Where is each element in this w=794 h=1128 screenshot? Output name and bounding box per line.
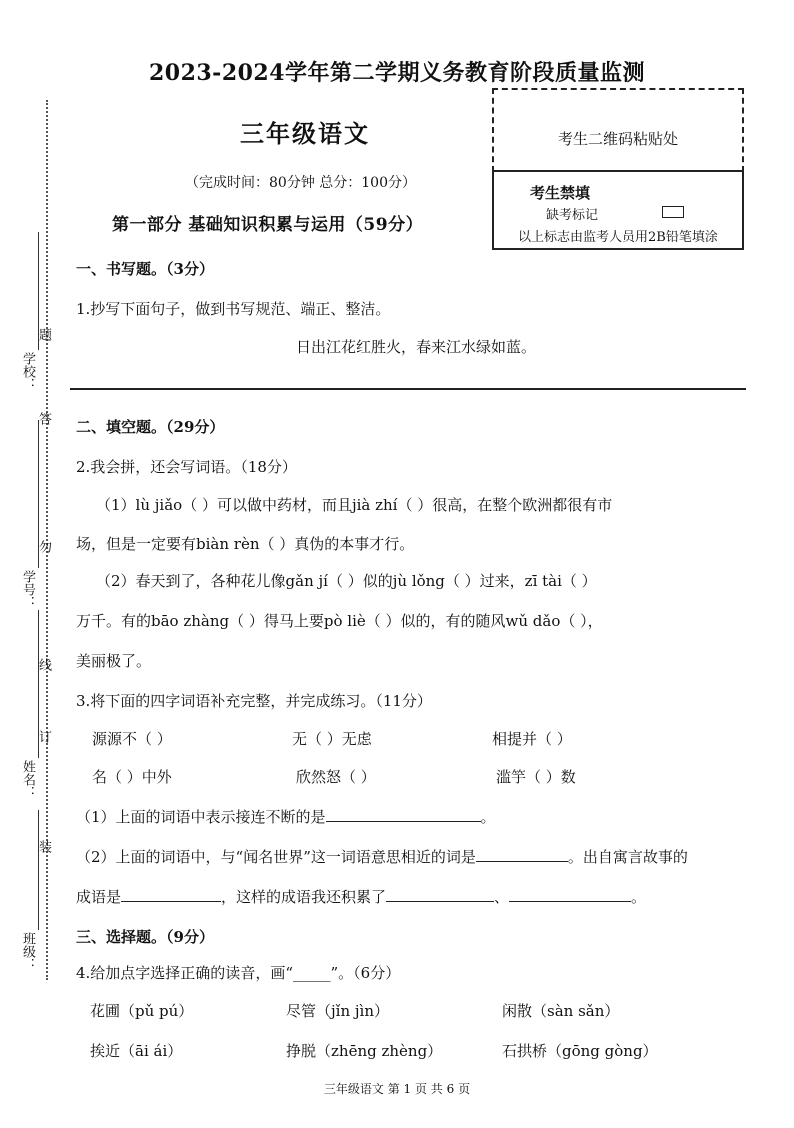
- q2-line-2: 场，但是一定要有biàn rèn（ ）真伪的本事才行。: [76, 535, 415, 553]
- binding-char-2: 答: [36, 412, 51, 425]
- absent-label: 缺考标记: [546, 208, 599, 223]
- examinee-box: [492, 170, 744, 250]
- q3-2-line-1: [76, 846, 688, 867]
- pinyin-choice-1[interactable]: 花圃（pǔ pú）: [90, 1002, 194, 1020]
- writing-line[interactable]: [70, 388, 746, 390]
- qr-box-label: 考生二维码粘贴处: [557, 130, 678, 148]
- binding-char-6: 装: [36, 840, 51, 853]
- q3-1: （1）上面的词语中表示接连不断的是 。: [76, 808, 496, 826]
- section2-heading: 二、填空题。（29分）: [76, 418, 225, 436]
- copy-sentence: 日出江花红胜火，春来江水绿如蓝。: [296, 338, 537, 356]
- q2-line-1: （1）lù jiǎo（ ）可以做中药材，而且jià zhí（ ）很高，在整个欧洲都很有市: [96, 496, 613, 514]
- section3-heading: 三、选择题。（9分）: [76, 928, 214, 946]
- q3-1-text: （1）上面的词语中表示接连不断的是: [76, 808, 326, 826]
- q3-1-blank[interactable]: [326, 807, 481, 822]
- pinyin-choice-4[interactable]: 挨近（āi ái）: [90, 1042, 183, 1060]
- q3-2-blank-4[interactable]: [509, 887, 631, 902]
- examinee-box-title: 考生禁填: [530, 184, 591, 202]
- q4-prompt: 4.给加点字选择正确的读音，画“_____”。（6分）: [76, 964, 401, 982]
- q3-2-blank-3[interactable]: [386, 887, 494, 902]
- name-label: 姓名：: [20, 760, 35, 799]
- absent-mark-box[interactable]: [662, 206, 684, 218]
- q3-2-line-2: 成语是 ，这样的成语我还积累了 、 。: [76, 888, 647, 906]
- subject-title: 三年级语文: [240, 119, 370, 148]
- binding-char-4: 线: [36, 658, 51, 671]
- q3-2-text-e: 、: [494, 888, 510, 906]
- class-field[interactable]: [38, 810, 39, 930]
- q3-2-text-d: ，这样的成语我还积累了: [221, 888, 387, 906]
- idiom-3: 相提并（ ）: [492, 730, 572, 748]
- page-footer: 三年级语文 第 1 页 共 6 页: [323, 1082, 471, 1096]
- pinyin-choice-2[interactable]: 尽管（jǐn jìn）: [286, 1002, 389, 1020]
- school-label: 学校：: [20, 352, 35, 391]
- binding-char-3: 勿: [36, 540, 51, 553]
- pinyin-choice-5[interactable]: 挣脱（zhēng zhèng）: [286, 1042, 443, 1060]
- idiom-2: 无（ ）无虑: [292, 730, 372, 748]
- pinyin-choice-6[interactable]: 石拱桥（gōng gòng）: [502, 1042, 658, 1060]
- q3-2-text-c: 成语是: [76, 888, 122, 906]
- q1-prompt: 1.抄写下面句子，做到书写规范、端正、整洁。: [76, 300, 391, 318]
- student-number-label: 学号：: [20, 570, 35, 609]
- q2-line-5: 美丽极了。: [76, 652, 152, 670]
- idiom-5: 欣然怒（ ）: [296, 768, 376, 786]
- idiom-1: 源源不（ ）: [92, 730, 172, 748]
- part-heading: 第一部分 基础知识积累与运用（59分）: [112, 215, 424, 235]
- idiom-4: 名（ ）中外: [92, 768, 172, 786]
- class-label: 班级：: [20, 932, 35, 971]
- q3-prompt: 3.将下面的四字词语补充完整，并完成练习。（11分）: [76, 692, 432, 710]
- time-info: （完成时间：80分钟 总分：100分）: [185, 175, 416, 191]
- section1-heading: 一、书写题。（3分）: [76, 260, 214, 278]
- q3-2-blank-2[interactable]: [121, 887, 221, 902]
- q2-line-3: （2）春天到了，各种花儿像gǎn jí（ ）似的jù lǒng（ ）过来，zī tài（ ）: [96, 572, 597, 590]
- binding-char-5: 订: [36, 730, 51, 743]
- pinyin-choice-3[interactable]: 闲散（sàn sǎn）: [502, 1002, 620, 1020]
- exam-title: 2023-2024学年第二学期义务教育阶段质量监测: [148, 60, 646, 86]
- binding-char-1: 题: [36, 328, 51, 341]
- q2-prompt: 2.我会拼，还会写词语。（18分）: [76, 458, 297, 476]
- q3-2-blank-1[interactable]: [476, 847, 568, 862]
- q3-2-text-b: 。出自寓言故事的: [567, 848, 688, 866]
- qr-code-box: [492, 88, 744, 172]
- q2-line-4: 万千。有的bāo zhàng（ ）得马上要pò liè（ ）似的，有的随风wǔ dǎo（ ），: [76, 612, 603, 630]
- idiom-6: 滥竽（ ）数: [496, 768, 576, 786]
- q3-2-text-a: （2）上面的词语中，与“闻名世界”这一词语意思相近的词是: [76, 848, 476, 866]
- examinee-box-note: 以上标志由监考人员用2B铅笔填涂: [518, 230, 718, 245]
